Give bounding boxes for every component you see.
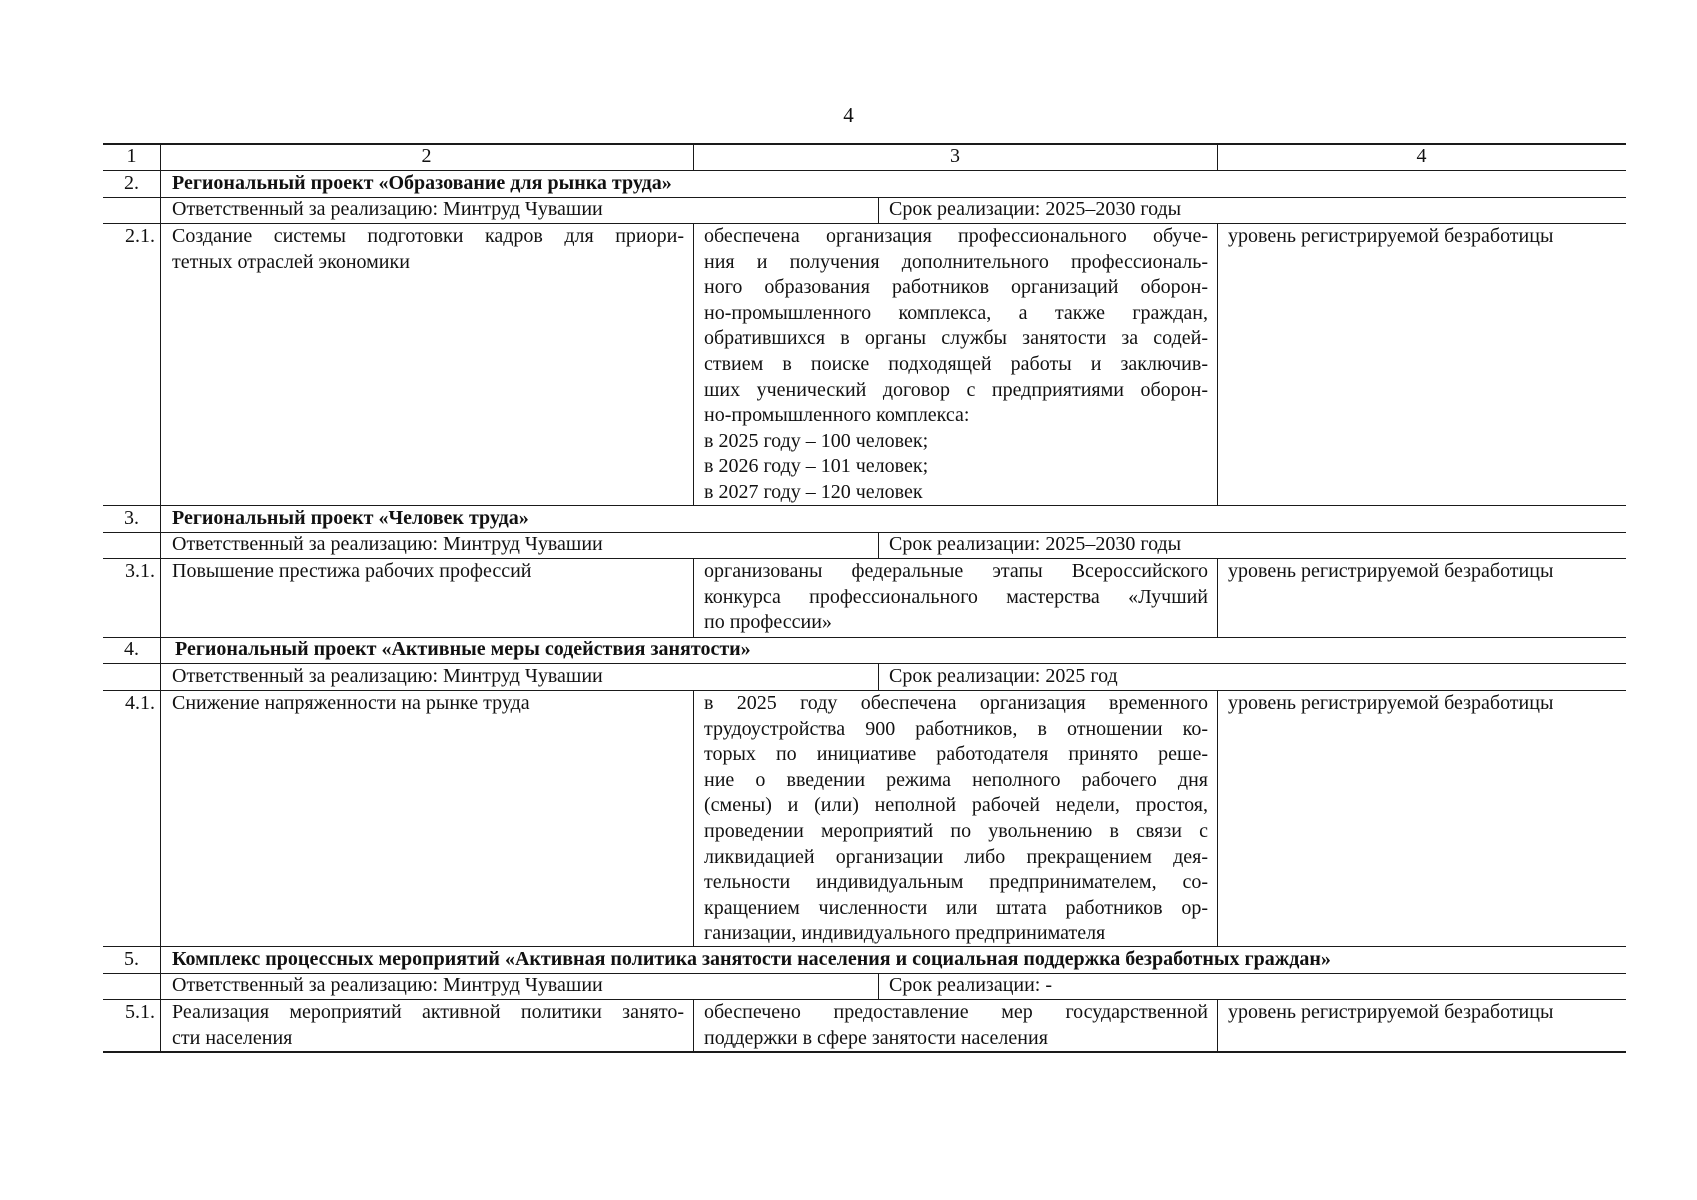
text-line: Создание системы подготовки кадров для приори- (172, 225, 684, 247)
task-description (172, 1000, 684, 1051)
task-description (172, 559, 531, 585)
item-number: 3.1. (125, 560, 155, 582)
text-line: (смены) и (или) неполной рабочей недели, простоя, (704, 794, 1208, 817)
column-divider (693, 690, 694, 946)
text-line: в 2027 году – 120 человек (704, 480, 923, 503)
column-divider (693, 223, 694, 505)
term-text: Срок реализации: 2025 год (889, 665, 1118, 687)
text-line: организованы федеральные этапы Всероссийского (704, 560, 1208, 582)
text-line: но-промышленного комплекса, а также граждан, (704, 301, 1208, 324)
text-line: сти населения (172, 1026, 293, 1049)
term-divider (878, 973, 879, 999)
text-line: трудоустройства 900 работников, в отношении ко- (704, 717, 1208, 740)
text-line: кращением численности или штата работников ор- (704, 896, 1208, 919)
column-divider (1217, 690, 1218, 946)
indicator-text: уровень регистрируемой безработицы (1228, 692, 1554, 714)
text-line: ние о введении режима неполного рабочего дня (704, 768, 1208, 791)
page-number: 4 (843, 103, 854, 127)
text-line: тетных отраслей экономики (172, 250, 410, 273)
indicator-text: уровень регистрируемой безработицы (1228, 560, 1554, 582)
text-line: Реализация мероприятий активной политики занято- (172, 1001, 684, 1023)
text-line: Снижение напряженности на рынке труда (172, 692, 530, 714)
text-line: обеспечено предоставление мер государственной (704, 1001, 1208, 1023)
column-header-4: 4 (1416, 145, 1427, 167)
text-line: ствием в поиске подходящей работы и заключив- (704, 352, 1208, 375)
section-number: 2. (124, 172, 139, 194)
text-line: в 2026 году – 101 человек; (704, 455, 929, 478)
term-text: Срок реализации: - (889, 974, 1053, 996)
section-title: Региональный проект «Активные меры содействия занятости» (175, 638, 751, 660)
text-line: по профессии» (704, 611, 832, 634)
task-description (172, 224, 684, 275)
term-divider (878, 197, 879, 223)
column-divider (1217, 558, 1218, 637)
text-line: обратившихся в органы службы занятости за содей- (704, 327, 1208, 350)
column-header-3: 3 (950, 145, 960, 167)
term-text: Срок реализации: 2025–2030 годы (889, 198, 1182, 220)
column-divider (693, 558, 694, 637)
text-line: в 2025 году – 100 человек; (704, 429, 929, 452)
text-line: ших ученический договор с предприятиями оборон- (704, 378, 1208, 401)
column-divider (1217, 999, 1218, 1051)
expected-result (704, 559, 1208, 636)
responsible-text: Ответственный за реализацию: Минтруд Чувашии (172, 533, 603, 555)
text-line: поддержки в сфере занятости населения (704, 1026, 1048, 1049)
section-title: Комплекс процессных мероприятий «Активная политика занятости населения и социальная поддержка безработных граждан» (172, 948, 1331, 970)
expected-result (704, 691, 1208, 947)
text-line: проведении мероприятий по увольнению в связи с (704, 819, 1208, 842)
item-number: 5.1. (125, 1001, 155, 1023)
column-header-1: 1 (126, 145, 137, 167)
text-line: но-промышленного комплекса: (704, 404, 970, 427)
responsible-text: Ответственный за реализацию: Минтруд Чувашии (172, 665, 603, 687)
table-bottom-border (103, 1051, 1626, 1053)
indicator-text: уровень регистрируемой безработицы (1228, 225, 1554, 247)
text-line: торых по инициативе работодателя принято реше- (704, 743, 1208, 766)
responsible-text: Ответственный за реализацию: Минтруд Чувашии (172, 974, 603, 996)
section-number: 5. (124, 948, 139, 970)
program-structure-table (103, 143, 1626, 1052)
expected-result (704, 224, 1208, 506)
column-divider (1217, 223, 1218, 505)
term-divider (878, 663, 879, 690)
term-text: Срок реализации: 2025–2030 годы (889, 533, 1182, 555)
item-number: 4.1. (125, 692, 155, 714)
term-divider (878, 532, 879, 558)
text-line: конкурса профессионального мастерства «Лучший (704, 585, 1208, 608)
section-number: 4. (124, 638, 139, 660)
responsible-text: Ответственный за реализацию: Минтруд Чувашии (172, 198, 603, 220)
column-divider (693, 999, 694, 1051)
section-number: 3. (124, 507, 139, 529)
indicator-text: уровень регистрируемой безработицы (1228, 1001, 1554, 1023)
text-line: в 2025 году обеспечена организация временного (704, 692, 1208, 714)
text-line: обеспечена организация профессионального обуче- (704, 225, 1208, 247)
section-title: Региональный проект «Образование для рынка труда» (172, 172, 672, 194)
text-line: ганизации, индивидуального предпринимателя (704, 922, 1106, 945)
item-number: 2.1. (125, 225, 155, 247)
text-line: ного образования работников организаций оборон- (704, 276, 1208, 299)
section-title: Региональный проект «Человек труда» (172, 507, 529, 529)
text-line: тельности индивидуальным предпринимателем, со- (704, 871, 1208, 894)
column-divider (160, 143, 161, 1051)
text-line: Повышение престижа рабочих профессий (172, 560, 532, 582)
column-header-2: 2 (421, 145, 432, 167)
text-line: ния и получения дополнительного профессиональ- (704, 250, 1208, 273)
task-description (172, 691, 530, 717)
expected-result (704, 1000, 1208, 1051)
text-line: ликвидацией организации либо прекращением дея- (704, 845, 1208, 868)
